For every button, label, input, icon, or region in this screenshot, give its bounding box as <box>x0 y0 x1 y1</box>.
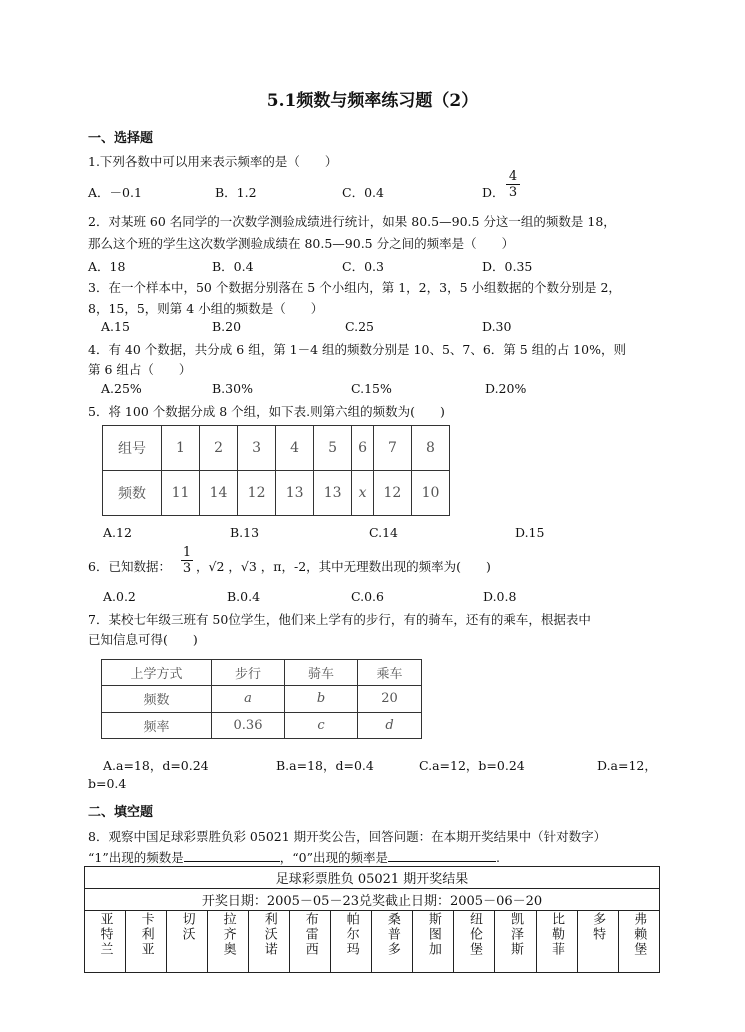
q2-option-d: D．0.35 <box>482 259 533 274</box>
question-3-line-2: 8，15，5，则第 4 小组的频数是（ ） <box>88 301 324 316</box>
lottery-table-title: 足球彩票胜负 05021 期开奖结果 <box>85 867 660 889</box>
q6-option-d: D.0.8 <box>483 589 517 604</box>
fraction-denominator: 3 <box>182 561 192 576</box>
question-4-line-1: 4．有 40 个数据，共分成 6 组，第 1－4 组的频数分别是 10、5、7、6．第 5 组的占 10%，则 <box>88 342 626 357</box>
q2-option-c: C．0.3 <box>342 259 384 274</box>
table-cell: 频率 <box>102 712 212 738</box>
q1-option-c: C．0.4 <box>342 185 384 200</box>
team-cell: 弗赖堡 <box>618 911 659 973</box>
question-7-line-1: 7．某校七年级三班有 50位学生，他们来上学有的步行，有的骑车，还有的乘车，根据表中 <box>88 612 591 627</box>
table-cell: 7 <box>373 426 411 471</box>
q7-option-d: D.a=12， <box>597 758 657 773</box>
q8-part-3: . <box>495 850 500 865</box>
table-cell: d <box>358 712 422 738</box>
q1-option-a: A．－0.1 <box>88 185 142 200</box>
team-row <box>85 911 660 973</box>
question-7-line-2: 已知信息可得( ) <box>88 632 198 647</box>
question-6-prefix: 6．已知数据： <box>88 559 171 574</box>
table-cell: 10 <box>411 471 449 516</box>
q7-travel-table <box>101 659 422 739</box>
section-choice-heading: 一、选择题 <box>88 131 154 146</box>
question-2-line-1: 2．对某班 60 名同学的一次数学测验成绩进行统计，如果 80.5—90.5 分这一组的频数是 18， <box>88 214 616 229</box>
table-cell: 4 <box>276 426 314 471</box>
table-cell: c <box>285 712 358 738</box>
q3-option-d: D.30 <box>482 319 512 334</box>
table-cell: 13 <box>276 471 314 516</box>
team-cell: 布雷西 <box>290 911 331 973</box>
q1-option-b: B．1.2 <box>215 185 257 200</box>
q1-option-d-fraction <box>506 169 520 200</box>
section-fill-heading: 二、填空题 <box>88 805 154 820</box>
team-cell: 比勒菲 <box>536 911 577 973</box>
question-4-line-2: 第 6 组占（ ） <box>88 362 192 377</box>
question-8-line-1: 8．观察中国足球彩票胜负彩 05021 期开奖公告，回答问题：在本期开奖结果中（针对数字） <box>88 829 607 844</box>
table-cell: 骑车 <box>285 660 358 686</box>
q3-option-c: C.25 <box>345 319 374 334</box>
table-cell: 组号 <box>103 426 162 471</box>
question-6-rest: ，√2 ，√3 ，π，-2，其中无理数出现的频率为( ) <box>196 559 491 574</box>
table-cell: 11 <box>162 471 200 516</box>
team-cell: 卡利亚 <box>126 911 167 973</box>
q6-option-c: C.0.6 <box>351 589 384 604</box>
table-cell: 13 <box>314 471 352 516</box>
table-cell: 上学方式 <box>102 660 212 686</box>
q6-option-b: B.0.4 <box>227 589 261 604</box>
table-cell: 3 <box>238 426 276 471</box>
table-cell: 12 <box>373 471 411 516</box>
q2-option-b: B．0.4 <box>212 259 254 274</box>
table-cell: 20 <box>358 686 422 712</box>
team-cell: 凯泽斯 <box>495 911 536 973</box>
q5-frequency-table <box>102 425 450 516</box>
team-cell: 利沃诺 <box>249 911 290 973</box>
q5-option-d: D.15 <box>515 525 545 540</box>
team-cell: 斯图加 <box>413 911 454 973</box>
team-cell: 纽伦堡 <box>454 911 495 973</box>
q5-option-c: C.14 <box>369 525 398 540</box>
table-cell: 14 <box>200 471 238 516</box>
q4-option-a: A.25% <box>101 381 142 396</box>
q8-part-2: ，“0”出现的频率是 <box>279 850 388 865</box>
q4-option-d: D.20% <box>485 381 527 396</box>
table-cell: 步行 <box>212 660 285 686</box>
q1-option-d: D． <box>482 185 505 200</box>
lottery-results-table <box>84 866 660 973</box>
q7-option-d-continued: b=0.4 <box>88 776 127 791</box>
question-1-text: 1.下列各数中可以用来表示频率的是（ ） <box>88 154 338 169</box>
q2-option-a: A．18 <box>88 259 126 274</box>
team-cell: 桑普多 <box>372 911 413 973</box>
q6-option-a: A.0.2 <box>103 589 136 604</box>
fraction-numerator: 4 <box>508 169 518 184</box>
q5-option-a: A.12 <box>103 525 132 540</box>
q3-option-a: A.15 <box>101 319 130 334</box>
fraction-denominator: 3 <box>508 185 518 200</box>
team-cell: 多特 <box>577 911 618 973</box>
lottery-table-dates: 开奖日期：2005－05－23兑奖截止日期：2005－06－20 <box>85 889 660 911</box>
table-cell: 乘车 <box>358 660 422 686</box>
q4-option-b: B.30% <box>212 381 253 396</box>
q7-option-c: C.a=12，b=0.24 <box>419 758 525 773</box>
table-cell: 6 <box>352 426 374 471</box>
table-cell: a <box>212 686 285 712</box>
question-5-text: 5．将 100 个数据分成 8 个组，如下表.则第六组的频数为( ) <box>88 404 445 419</box>
q3-option-b: B.20 <box>212 319 242 334</box>
table-cell: 频数 <box>103 471 162 516</box>
fraction-numerator: 1 <box>182 545 192 560</box>
table-cell: 8 <box>411 426 449 471</box>
q7-option-a: A.a=18，d=0.24 <box>103 758 209 773</box>
answer-blank-2[interactable] <box>388 849 496 862</box>
q7-option-b: B.a=18，d=0.4 <box>276 758 374 773</box>
q6-fraction <box>181 545 193 576</box>
table-cell: 2 <box>200 426 238 471</box>
question-3-line-1: 3．在一个样本中，50 个数据分别落在 5 个小组内，第 1，2，3，5 小组数据的个数分别是 2， <box>88 280 621 295</box>
page-title: 5.1频数与频率练习题（2） <box>266 91 479 111</box>
q4-option-c: C.15% <box>351 381 392 396</box>
table-cell: x <box>352 471 374 516</box>
team-cell: 拉齐奥 <box>208 911 249 973</box>
q5-option-b: B.13 <box>230 525 260 540</box>
table-cell: 频数 <box>102 686 212 712</box>
question-8-line-2 <box>88 848 500 866</box>
answer-blank-1[interactable] <box>184 849 280 862</box>
question-2-line-2: 那么这个班的学生这次数学测验成绩在 80.5—90.5 分之间的频率是（ ） <box>88 236 515 251</box>
table-cell: 1 <box>162 426 200 471</box>
team-cell: 亚特兰 <box>85 911 126 973</box>
q8-part-1: “1”出现的频数是 <box>88 850 184 865</box>
team-cell: 切沃 <box>167 911 208 973</box>
table-cell: 12 <box>238 471 276 516</box>
table-cell: b <box>285 686 358 712</box>
table-cell: 0.36 <box>212 712 285 738</box>
team-cell: 帕尔玛 <box>331 911 372 973</box>
table-cell: 5 <box>314 426 352 471</box>
